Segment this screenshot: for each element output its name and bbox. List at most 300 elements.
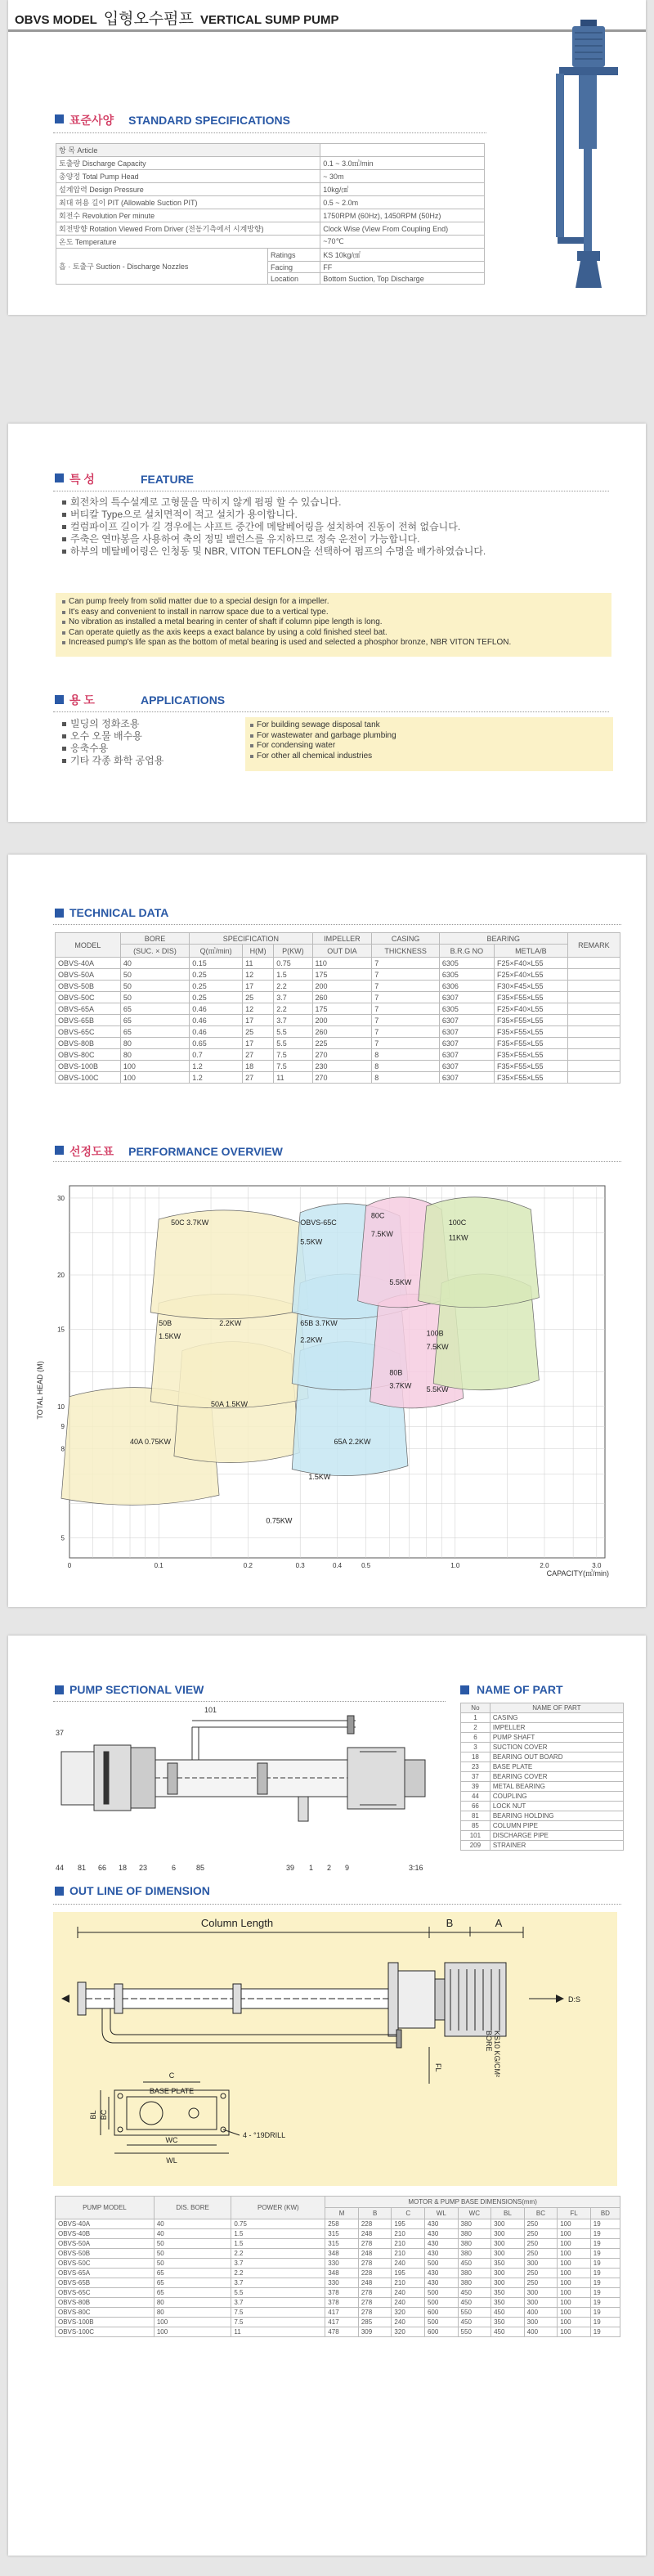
table-cell: 65 [120, 1003, 189, 1015]
dimension-heading: OUT LINE OF DIMENSION [69, 1884, 210, 1897]
table-cell: 285 [358, 2318, 392, 2327]
feature-item: 컬럼파이프 길이가 길 경우에는 샤프트 중간에 메탈베어링을 설치하여 진동이 전혀 없습니다. [62, 521, 585, 533]
tech-heading: TECHNICAL DATA [69, 906, 169, 919]
table-cell: 348 [325, 2249, 359, 2259]
spec-label: 온도 Temperature [56, 236, 320, 249]
table-cell: 450 [458, 2259, 491, 2269]
spec-value: FF [320, 262, 485, 273]
table-cell: 600 [424, 2327, 458, 2337]
table-row [56, 969, 620, 981]
table-cell: 417 [325, 2308, 359, 2318]
table-cell: 450 [458, 2298, 491, 2308]
table-cell: OBVS-80B [56, 2298, 155, 2308]
dim-bore: BORE [485, 2031, 493, 2052]
table-cell: 17 [243, 1038, 274, 1049]
table-cell: 300 [491, 2229, 525, 2239]
parts-row [461, 1841, 624, 1851]
spec-sublabel: Location [268, 273, 320, 285]
table-cell: 100 [120, 1072, 189, 1084]
x-tick: 0.2 [243, 1562, 253, 1569]
table-cell: 65 [154, 2269, 231, 2278]
section-bullet-icon [55, 1887, 64, 1896]
applications-heading: 용 도 APPLICATIONS [69, 693, 226, 707]
table-cell: 100 [558, 2327, 591, 2337]
table-cell: 210 [392, 2229, 425, 2239]
table-cell: 12 [243, 1003, 274, 1015]
table-cell: 40 [154, 2219, 231, 2229]
part-no: 37 [461, 1772, 490, 1782]
table-cell: 210 [392, 2239, 425, 2249]
table-cell: 278 [358, 2308, 392, 2318]
y-tick: 15 [57, 1326, 65, 1334]
dim-col-header: C [392, 2208, 425, 2219]
table-cell: OBVS-50C [56, 992, 121, 1003]
table-cell: 348 [325, 2269, 359, 2278]
application-item-en: For building sewage disposal tank [250, 720, 608, 731]
table-cell: 3.7 [231, 2259, 325, 2269]
spec-value: 0.1 ~ 3.0㎥/min [320, 157, 485, 170]
table-cell: 1.5 [231, 2239, 325, 2249]
part-name: SUCTION COVER [490, 1743, 623, 1752]
table-cell: 380 [458, 2229, 491, 2239]
table-cell: 210 [392, 2249, 425, 2259]
table-cell: 7 [372, 992, 440, 1003]
part-name: METAL BEARING [490, 1782, 623, 1792]
spec-table [56, 143, 485, 285]
table-cell: 380 [458, 2278, 491, 2288]
table-cell: 0.15 [190, 958, 243, 969]
table-cell: 0.46 [190, 1015, 243, 1026]
table-row [56, 2219, 620, 2229]
table-cell: 65 [120, 1015, 189, 1026]
table-cell: 270 [312, 1049, 372, 1061]
table-cell: OBVS-40A [56, 2219, 155, 2229]
table-cell [567, 1072, 620, 1084]
table-cell: 40 [154, 2229, 231, 2239]
table-cell: 3.7 [274, 992, 312, 1003]
table-row [56, 2318, 620, 2327]
callout-2: 2 [327, 1864, 332, 1872]
application-item: 빌딩의 정화조용 [62, 718, 226, 730]
part-no: 85 [461, 1821, 490, 1831]
table-cell: OBVS-65B [56, 1015, 121, 1026]
table-cell [567, 958, 620, 969]
table-cell [567, 1026, 620, 1038]
zone-label: 50B [159, 1319, 172, 1328]
table-cell: 100 [558, 2278, 591, 2288]
feature-item-en: No vibration as installed a metal bearing in center of shaft if column pipe length is long. [62, 617, 605, 628]
dim-c: C [168, 2071, 175, 2080]
table-cell: 300 [491, 2278, 525, 2288]
y-tick: 10 [57, 1402, 65, 1411]
table-cell: 6305 [439, 958, 494, 969]
table-cell: 7 [372, 981, 440, 992]
x-tick: 0.5 [361, 1562, 371, 1569]
table-cell: 260 [312, 992, 372, 1003]
table-cell: 110 [312, 958, 372, 969]
table-cell: 0.75 [231, 2219, 325, 2229]
table-cell: OBVS-100C [56, 2327, 155, 2337]
table-cell: 0.25 [190, 992, 243, 1003]
spec-label: 흡 · 토출구 Suction - Discharge Nozzles [56, 249, 268, 285]
table-cell: 0.25 [190, 969, 243, 981]
table-cell: 2.2 [231, 2269, 325, 2278]
zone-label: 5.5KW [389, 1277, 412, 1286]
table-row [56, 981, 620, 992]
table-cell: F35×F55×L55 [494, 1015, 567, 1026]
table-cell: 300 [491, 2269, 525, 2278]
table-cell: 417 [325, 2318, 359, 2327]
zone-label: 80C [370, 1211, 385, 1220]
table-cell: 278 [358, 2298, 392, 2308]
zone-label: 7.5KW [426, 1343, 449, 1352]
table-row [56, 2278, 620, 2288]
spec-label: 토출량 Discharge Capacity [56, 157, 320, 170]
table-cell: 6307 [439, 1015, 494, 1026]
spec-value: ~70℃ [320, 236, 485, 249]
table-cell [567, 1003, 620, 1015]
table-cell: 350 [491, 2288, 525, 2298]
table-cell: 248 [358, 2278, 392, 2288]
table-row [56, 2327, 620, 2337]
table-cell: 25 [243, 1026, 274, 1038]
table-cell: 260 [312, 1026, 372, 1038]
table-cell: 500 [424, 2318, 458, 2327]
table-cell: 400 [524, 2327, 558, 2337]
table-cell: 5.5 [231, 2288, 325, 2298]
table-cell: 7 [372, 1015, 440, 1026]
table-cell: 2.2 [231, 2249, 325, 2259]
table-cell: 7 [372, 1038, 440, 1049]
table-cell: F35×F55×L55 [494, 1038, 567, 1049]
table-cell: 8 [372, 1049, 440, 1061]
table-row [56, 2298, 620, 2308]
part-no: 39 [461, 1782, 490, 1792]
table-cell: 195 [392, 2269, 425, 2278]
table-cell: 0.75 [274, 958, 312, 969]
table-cell [567, 969, 620, 981]
zone-label: 40A 0.75KW [130, 1437, 172, 1446]
parts-row [461, 1831, 624, 1841]
table-cell: 378 [325, 2298, 359, 2308]
table-cell: 6307 [439, 992, 494, 1003]
dim-wl: WL [166, 2156, 177, 2165]
part-name: STRAINER [490, 1841, 623, 1851]
table-cell: 80 [120, 1038, 189, 1049]
part-no: 2 [461, 1723, 490, 1733]
zone-label: 65B 3.7KW [300, 1319, 338, 1328]
table-cell: 430 [424, 2249, 458, 2259]
table-cell: 100 [558, 2219, 591, 2229]
table-cell: OBVS-65B [56, 2278, 155, 2288]
zone-label: 50C 3.7KW [171, 1218, 209, 1227]
x-tick: 2.0 [540, 1562, 549, 1569]
table-cell: 80 [154, 2298, 231, 2308]
table-cell: 7.5 [231, 2308, 325, 2318]
section-bullet-icon [460, 1685, 469, 1694]
table-cell: 0.46 [190, 1026, 243, 1038]
table-cell: 19 [590, 2308, 620, 2318]
table-cell: 11 [231, 2327, 325, 2337]
table-cell: 300 [491, 2239, 525, 2249]
spec-row [56, 196, 485, 209]
spec-row [56, 183, 485, 196]
table-cell: 2.2 [274, 981, 312, 992]
zone-label: 3.7KW [389, 1381, 412, 1390]
callout-3-16: 3:16 [409, 1864, 423, 1872]
table-cell: 248 [358, 2229, 392, 2239]
y-axis-label: TOTAL HEAD (M) [36, 1361, 44, 1420]
table-cell: 6307 [439, 1072, 494, 1084]
table-row [56, 1072, 620, 1084]
spec-row [56, 170, 485, 183]
table-cell: OBVS-65A [56, 1003, 121, 1015]
callout-37: 37 [56, 1729, 65, 1737]
performance-heading: 선정도표 PERFORMANCE OVERVIEW [69, 1145, 283, 1158]
table-cell: 278 [358, 2259, 392, 2269]
feature-item: 주축은 연마봉을 사용하여 축의 정밀 밸런스를 유지하므로 정숙 운전이 가능합니다. [62, 533, 585, 545]
table-row [56, 2288, 620, 2298]
dim-col-header: M [325, 2208, 359, 2219]
table-cell: 65 [120, 1026, 189, 1038]
table-cell: 5.5 [274, 1026, 312, 1038]
table-cell: 430 [424, 2269, 458, 2278]
zone-label: OBVS-65C [300, 1218, 337, 1227]
table-cell: 19 [590, 2269, 620, 2278]
dim-a: A [495, 1917, 503, 1929]
table-cell: 100 [558, 2288, 591, 2298]
table-cell: 248 [358, 2249, 392, 2259]
table-cell: F25×F40×L55 [494, 969, 567, 981]
dim-col-header: WL [424, 2208, 458, 2219]
table-cell: 300 [491, 2249, 525, 2259]
spec-label: 항 목 Article [56, 144, 320, 157]
table-cell: OBVS-50C [56, 2259, 155, 2269]
dim-col-header: B [358, 2208, 392, 2219]
table-cell: 320 [392, 2308, 425, 2318]
table-cell: 450 [491, 2327, 525, 2337]
table-cell: 19 [590, 2249, 620, 2259]
y-tick: 20 [57, 1272, 65, 1280]
spec-row [56, 209, 485, 222]
part-name: PUMP SHAFT [490, 1733, 623, 1743]
table-cell: OBVS-80B [56, 1038, 121, 1049]
application-item: 오수 오물 배수용 [62, 730, 226, 743]
table-cell: 550 [458, 2308, 491, 2318]
feature-item: 버티칼 Type으로 설치면적이 적고 설치가 용이합니다. [62, 509, 585, 521]
section-bullet-icon [55, 909, 64, 918]
table-cell: 210 [392, 2278, 425, 2288]
spec-card [8, 0, 646, 315]
spec-value: 0.5 ~ 2.0m [320, 196, 485, 209]
tech-card [8, 855, 646, 1607]
table-cell: 100 [154, 2318, 231, 2327]
table-row [56, 2229, 620, 2239]
table-cell: 19 [590, 2298, 620, 2308]
spec-value: Clock Wise (View From Coupling End) [320, 222, 485, 236]
zone-label: 5.5KW [426, 1384, 449, 1393]
spec-row [56, 222, 485, 236]
table-row [56, 1015, 620, 1026]
table-cell: OBVS-100B [56, 2318, 155, 2327]
table-row [56, 1061, 620, 1072]
spec-sublabel: Ratings [268, 249, 320, 262]
table-cell: 65 [154, 2288, 231, 2298]
parts-row [461, 1723, 624, 1733]
table-cell: 350 [491, 2298, 525, 2308]
table-cell: 7.5 [274, 1049, 312, 1061]
table-cell: 3.7 [274, 1015, 312, 1026]
chart-zone [419, 1197, 540, 1308]
application-item-en: For wastewater and garbage plumbing [250, 731, 608, 742]
table-cell: 7 [372, 958, 440, 969]
table-cell: 3.7 [231, 2298, 325, 2308]
parts-heading: NAME OF PART [477, 1683, 563, 1696]
table-cell [567, 981, 620, 992]
section-bullet-icon [55, 1146, 64, 1155]
part-no: 1 [461, 1713, 490, 1723]
zone-label: 2.2KW [219, 1319, 242, 1328]
part-name: CASING [490, 1713, 623, 1723]
table-row [56, 958, 620, 969]
table-cell: 3.7 [231, 2278, 325, 2288]
table-cell: OBVS-65C [56, 2288, 155, 2298]
applications-list-en [245, 717, 613, 771]
table-cell: 195 [392, 2219, 425, 2229]
table-cell: 6307 [439, 1026, 494, 1038]
table-cell: F25×F40×L55 [494, 958, 567, 969]
x-tick: 0.4 [332, 1562, 343, 1569]
parts-row [461, 1811, 624, 1821]
spec-row [56, 157, 485, 170]
part-no: 81 [461, 1811, 490, 1821]
table-cell: 25 [243, 992, 274, 1003]
table-cell: 430 [424, 2219, 458, 2229]
spec-row [56, 236, 485, 249]
dim-col-header: BD [590, 2208, 620, 2219]
table-cell: 430 [424, 2229, 458, 2239]
part-no: 209 [461, 1841, 490, 1851]
part-name: IMPELLER [490, 1723, 623, 1733]
table-cell: 500 [424, 2298, 458, 2308]
table-cell: 6305 [439, 1003, 494, 1015]
callout-9: 9 [345, 1864, 350, 1872]
table-cell: OBVS-80C [56, 2308, 155, 2318]
feature-list-en [56, 593, 611, 657]
feature-item-en: It's easy and convenient to install in narrow space due to a vertical type. [62, 608, 605, 618]
parts-table: No NAME OF PART 1 CASING 2 IMPELLER 6 PUMP SHAFT 3 SUCTION COVER 18 BEARING OUT BOARD 23 BASE PLATE 37 BEARING COVER 39 METAL BEARING 44 COUPLING 66 LOCK NUT 81 BEARING HOLDING 85 COLUMN PIPE 101 DISCHARGE PIPE 209 STRAINER [460, 1703, 624, 1851]
table-cell: 230 [312, 1061, 372, 1072]
pump-photo [548, 18, 625, 300]
table-cell [567, 1038, 620, 1049]
callout-18: 18 [119, 1864, 128, 1872]
parts-row [461, 1802, 624, 1811]
table-cell: 50 [120, 992, 189, 1003]
table-cell: 380 [458, 2249, 491, 2259]
table-cell: 330 [325, 2278, 359, 2288]
table-cell: 7.5 [231, 2318, 325, 2327]
dim-bl: BL [89, 2110, 97, 2120]
performance-chart [33, 1169, 621, 1582]
table-cell: 2.2 [274, 1003, 312, 1015]
table-cell: 278 [358, 2288, 392, 2298]
table-row [56, 2249, 620, 2259]
table-cell: F30×F45×L55 [494, 981, 567, 992]
table-cell: 0.25 [190, 981, 243, 992]
parts-row [461, 1752, 624, 1762]
y-tick: 30 [57, 1194, 65, 1202]
part-no: 6 [461, 1733, 490, 1743]
feature-item: 회전차의 특수설계로 고형물을 막히지 않게 펌핑 할 수 있습니다. [62, 496, 585, 509]
spec-value: 10kg/㎠ [320, 183, 485, 196]
table-cell: 200 [312, 981, 372, 992]
table-cell: 19 [590, 2219, 620, 2229]
table-cell: 430 [424, 2278, 458, 2288]
parts-row [461, 1743, 624, 1752]
table-cell: 400 [524, 2308, 558, 2318]
table-cell: F25×F40×L55 [494, 1003, 567, 1015]
table-cell: 450 [491, 2308, 525, 2318]
table-cell: 100 [558, 2318, 591, 2327]
table-cell: 278 [358, 2239, 392, 2249]
section-heading: PUMP SECTIONAL VIEW [69, 1683, 204, 1696]
spec-label: 설계압력 Design Pressure [56, 183, 320, 196]
dim-base-plate: BASE PLATE [149, 2087, 195, 2095]
table-cell: 8 [372, 1061, 440, 1072]
table-cell: F35×F55×L55 [494, 992, 567, 1003]
zone-label: 50A 1.5KW [211, 1399, 249, 1408]
dim-ds: D:S [568, 1995, 581, 2004]
table-cell: 100 [558, 2239, 591, 2249]
table-cell: 309 [358, 2327, 392, 2337]
table-cell: 1.5 [274, 969, 312, 981]
table-row [56, 2269, 620, 2278]
table-cell: 250 [524, 2229, 558, 2239]
zone-label: 1.5KW [308, 1473, 331, 1482]
table-cell: 6307 [439, 1049, 494, 1061]
table-cell: 12 [243, 969, 274, 981]
table-cell: 80 [120, 1049, 189, 1061]
y-tick: 5 [60, 1534, 65, 1542]
zone-label: 100B [426, 1329, 444, 1338]
feature-item-en: Can operate quietly as the axis keeps a exact balance by using a cold finished steel bat. [62, 628, 605, 639]
table-cell: 0.7 [190, 1049, 243, 1061]
application-item-en: For condensing water [250, 741, 608, 752]
table-cell: OBVS-100C [56, 1072, 121, 1084]
parts-row [461, 1762, 624, 1772]
x-tick: 1.0 [450, 1562, 460, 1569]
application-item-en: For other all chemical industries [250, 752, 608, 762]
x-tick: 0.1 [154, 1562, 164, 1569]
parts-row [461, 1782, 624, 1792]
table-cell: 300 [524, 2288, 558, 2298]
table-cell: 8 [372, 1072, 440, 1084]
table-cell: 478 [325, 2327, 359, 2337]
table-cell [567, 1049, 620, 1061]
table-cell: 500 [424, 2288, 458, 2298]
table-cell: 258 [325, 2219, 359, 2229]
sectional-drawing [53, 1703, 446, 1878]
table-cell: F35×F55×L55 [494, 1049, 567, 1061]
table-cell [567, 1015, 620, 1026]
spec-value: Bottom Suction, Top Discharge [320, 273, 485, 285]
table-row [56, 2239, 620, 2249]
table-cell: 300 [524, 2318, 558, 2327]
callout-101: 101 [204, 1706, 217, 1714]
callout-85: 85 [196, 1864, 205, 1872]
table-cell: 500 [424, 2259, 458, 2269]
y-tick: 9 [60, 1423, 65, 1431]
